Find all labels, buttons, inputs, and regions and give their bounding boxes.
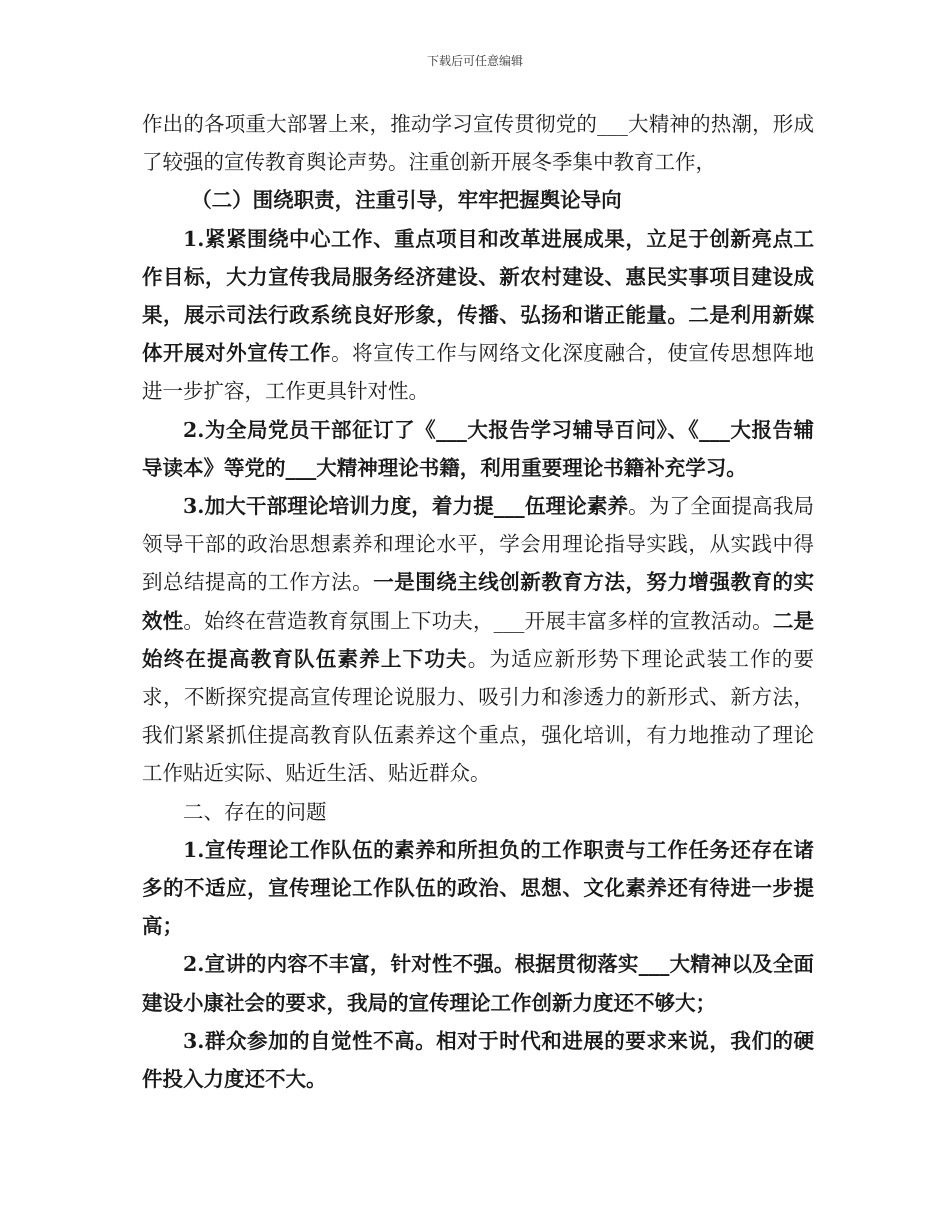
text-run: 。将宣传工作与网络文化深度融合，使宣传思想阵地进一步扩容，工作更具针对性。	[142, 341, 815, 404]
paragraph-p8	[142, 1022, 814, 1098]
text-run: 1.紧紧围绕中心工作、重点项目和改革进展成果，立足于创新亮点工作目标，大力宣传我局服务经济建设、新农村建设、惠民实事项目建设成果，展示司法行政系统良好形象，传播、弘扬和谐正能量。二是利用新媒体开展对外宣传工作	[142, 226, 814, 366]
text-run: 2.宣讲的内容不丰富，针对性不强。根据贯彻落实___大精神以及全面建设小康社会的要求，我局的宣传理论工作创新力度还不够大；	[142, 952, 814, 1015]
document-body	[142, 105, 814, 1098]
text-run: 。为了全面提高我局领导干部的政治思想素养和理论水平，学会用理论指导实践，从实践中得到总结提高的工作方法。	[142, 494, 815, 595]
text-run: （二）围绕职责，注重引导，牢牢把握舆论导向	[191, 188, 622, 213]
text-run: 3.加大干部理论培训力度，着力提___伍理论素养	[183, 494, 629, 519]
text-run: 一是围绕主线创新教育方法，努力增强教育的实效性	[142, 570, 815, 633]
text-run: 作出的各项重大部署上来，推动学习宣传贯彻党的___大精神的热潮，形成了较强的宣传教育舆论声势。注重创新开展冬季集中教育工作，	[142, 112, 814, 175]
text-run: 二是始终在提高教育队伍素养上下功夫	[142, 608, 815, 671]
paragraph-p1	[142, 181, 814, 219]
paragraph-p0	[142, 105, 814, 181]
text-run: 2.为全局党员干部征订了《___大报告学习辅导百问》、《___大报告辅导读本》等党的___大精神理论书籍，利用重要理论书籍补充学习。	[142, 417, 814, 480]
paragraph-p4	[142, 487, 814, 793]
text-run: 。始终在营造教育氛围上下功夫，___开展丰富多样的宣教活动。	[183, 608, 773, 633]
paragraph-p3	[142, 411, 814, 487]
paragraph-p6	[142, 831, 814, 946]
page-header-note: 下载后可任意编辑	[426, 54, 523, 68]
paragraph-p5	[142, 793, 814, 831]
text-run: 3.群众参加的自觉性不高。相对于时代和进展的要求来说，我们的硬件投入力度还不大。	[142, 1028, 814, 1092]
text-run: 1.宣传理论工作队伍的素养和所担负的工作职责与工作任务还存在诸多的不适应，宣传理论工作队伍的政治、思想、文化素养还有待进一步提高；	[142, 837, 814, 939]
paragraph-p2	[142, 220, 814, 411]
text-run: 。为适应新形势下理论武装工作的要求，不断探究提高宣传理论说服力、吸引力和渗透力的新形式、新方法，我们紧紧抓住提高教育队伍素养这个重点，强化培训，有力地推动了理论工作贴近实际、贴近生活、贴近群众。	[142, 646, 814, 786]
text-run: 二、存在的问题	[183, 799, 327, 824]
paragraph-p7	[142, 945, 814, 1021]
